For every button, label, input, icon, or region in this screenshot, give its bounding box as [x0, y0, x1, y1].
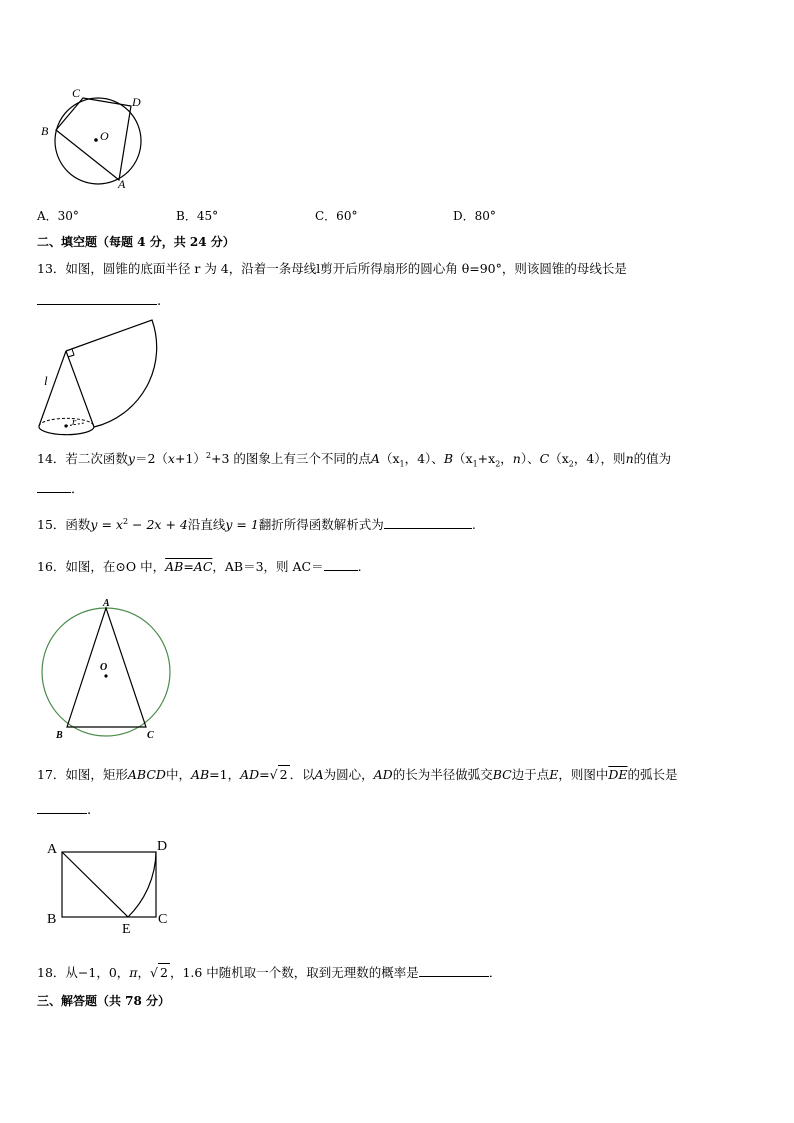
q15-blank — [384, 514, 472, 529]
q13-cone-side-left — [39, 351, 66, 426]
q18-pi: π — [129, 965, 138, 980]
q12-label-a: A — [118, 177, 126, 191]
q18-blank — [419, 962, 489, 977]
q15-expr: − 2x + 4 — [128, 517, 188, 533]
q14-var-x: x — [167, 451, 175, 467]
q18-part: 18．从−1，0， — [37, 965, 130, 980]
q18-part: ，1.6 中随机取一个数，取到无理数的概率是 — [169, 965, 419, 980]
q17-point-a: A — [314, 767, 324, 782]
q17-part: = — [259, 767, 270, 782]
q17-text: 17．如图，矩形ABCD中，AB=1，AD=√ 2 ．以A为圆心，AD的长为半径做弧交BC边于点E，则图中$\overline{DE}$的弧长是 — [37, 767, 678, 782]
q14-part: +1） — [174, 451, 206, 467]
q16-part: 16．如图，在⊙O 中， — [37, 559, 166, 574]
q17-part: 的弧长是 — [627, 767, 678, 782]
q18-sqrt-value: 2 — [160, 965, 168, 980]
q14-part: +3 的图象上有三个不同的点 — [211, 451, 371, 467]
q17-sqrt-value: 2 — [279, 767, 288, 782]
q14-part: 的值为 — [633, 451, 672, 467]
q17-blank — [37, 799, 87, 814]
q14-part: ＝2（ — [134, 451, 168, 467]
q14-part: ，4）、 — [404, 451, 444, 467]
q16-part: ，AB＝3，则 AC＝ — [212, 559, 324, 574]
q14-part: ，4），则 — [573, 451, 626, 467]
q14-exponent: 2 — [205, 451, 212, 460]
q17-part: 17．如图，矩形 — [37, 767, 128, 782]
q16-label-o: O — [100, 662, 108, 673]
q16-arc-equation: AB=AC — [165, 559, 213, 574]
q17-label-b: B — [47, 912, 57, 927]
section-2-heading: 二、填空题（每题 4 分，共 24 分） — [37, 235, 235, 249]
q14-part: 14．若二次函数 — [37, 451, 128, 467]
q15-end: . — [471, 517, 476, 533]
q18-text: 18．从−1，0，π，√ 2 ，1.6 中随机取一个数，取到无理数的概率是 ． — [37, 962, 501, 982]
q13-label-l: l — [44, 373, 48, 388]
q14-answer-line — [37, 478, 84, 499]
q12-circle — [55, 98, 141, 184]
q13-cone-side-right — [66, 351, 94, 427]
q14-part: +x — [477, 451, 496, 467]
q17-label-e: E — [122, 922, 131, 937]
q14-sub: 2 — [568, 459, 574, 469]
q13-text: 13．如图，圆锥的底面半径 r 为 4，沿着一条母线l剪开后所得扇形的圆心角 θ=90°，则该圆锥的母线长是 — [37, 261, 627, 276]
q16-figure — [36, 596, 178, 746]
q12-label-o: O — [100, 129, 109, 143]
q13-base-center — [64, 424, 67, 427]
q17-figure — [40, 835, 175, 937]
q15-part: 翻折所得函数解析式为 — [258, 517, 384, 533]
q17-seg-ad: AD — [240, 767, 260, 782]
q17-label-c: C — [158, 912, 168, 927]
q15-exponent: 2 — [122, 517, 129, 526]
q16-label-c: C — [147, 730, 154, 741]
q12-label-b: B — [41, 124, 49, 138]
q17-end: . — [87, 803, 92, 818]
q17-answer-line — [37, 799, 91, 820]
q15-line-eq: y = 1 — [225, 517, 259, 533]
q14-sub: 2 — [495, 459, 501, 469]
q17-part: 为圆心， — [323, 767, 374, 782]
q17-segment-ae — [62, 852, 128, 917]
q17-rect-name: ABCD — [127, 767, 166, 782]
q17-seg-bc: BC — [492, 767, 512, 782]
q14-text — [37, 447, 671, 474]
q15-expr: y = x — [90, 517, 123, 533]
q13-answer-line — [37, 290, 161, 311]
q14-part: ， — [500, 451, 513, 467]
q14-blank — [37, 478, 71, 493]
q17-part: 边于点 — [511, 767, 550, 782]
q13-figure — [34, 315, 164, 440]
q17-arc-de-shape — [128, 852, 156, 917]
q15-text — [37, 513, 476, 534]
q16-blank — [324, 556, 358, 571]
q14-part: （x — [453, 451, 473, 467]
q13-blank — [37, 290, 157, 305]
q17-point-e: E — [549, 767, 559, 782]
q16-label-a: A — [103, 598, 110, 609]
q17-part: =1， — [209, 767, 241, 782]
q17-part: 的长为半径做弧交 — [392, 767, 493, 782]
q16-center-dot — [104, 674, 107, 677]
q14-part: （x — [549, 451, 569, 467]
q14-var-y: y — [127, 451, 135, 467]
q14-var-n: n — [625, 451, 634, 467]
q12-option-a: A．30° — [37, 209, 79, 223]
q16-text — [37, 556, 362, 576]
q12-figure — [36, 84, 148, 194]
q16-end: . — [357, 559, 362, 574]
q17-part: 中， — [165, 767, 191, 782]
q18-part: ， — [137, 965, 151, 980]
q17-arc-de: $\overline{DE}$ — [608, 767, 628, 782]
q14-part: （x — [379, 451, 400, 467]
q13-label-r: r — [72, 416, 77, 428]
q14-var-n: n — [512, 451, 521, 467]
q14-point-b: B — [443, 451, 453, 467]
q14-point-c: C — [539, 451, 550, 467]
q14-sub: 1 — [472, 459, 478, 469]
q13-end: . — [157, 294, 162, 309]
q12-option-c: C．60° — [315, 209, 358, 223]
q14-sub: 1 — [399, 459, 405, 469]
section-3-heading: 三、解答题（共 78 分） — [37, 994, 171, 1008]
q17-part: ，则图中 — [558, 767, 609, 782]
q17-label-a: A — [47, 842, 58, 857]
q15-part: 15．函数 — [37, 517, 91, 533]
q17-part: ．以 — [289, 767, 315, 782]
q14-part: ）、 — [520, 451, 540, 467]
q17-seg-ab: AB — [190, 767, 210, 782]
q17-seg-ad: AD — [373, 767, 393, 782]
q12-center-dot — [94, 138, 98, 142]
q13-sector-arc — [66, 320, 157, 427]
q12-label-c: C — [72, 86, 81, 100]
q16-label-b: B — [56, 730, 63, 741]
q12-option-b: B．45° — [176, 209, 219, 223]
q17-label-d: D — [157, 839, 168, 854]
q18-end: ． — [488, 965, 502, 980]
q15-part: 沿直线 — [187, 517, 226, 533]
q14-point-a: A — [370, 451, 380, 467]
q17-rectangle — [62, 852, 156, 917]
q12-label-d: D — [132, 95, 141, 109]
q14-end: ． — [71, 482, 85, 497]
q12-option-d: D．80° — [453, 209, 496, 223]
